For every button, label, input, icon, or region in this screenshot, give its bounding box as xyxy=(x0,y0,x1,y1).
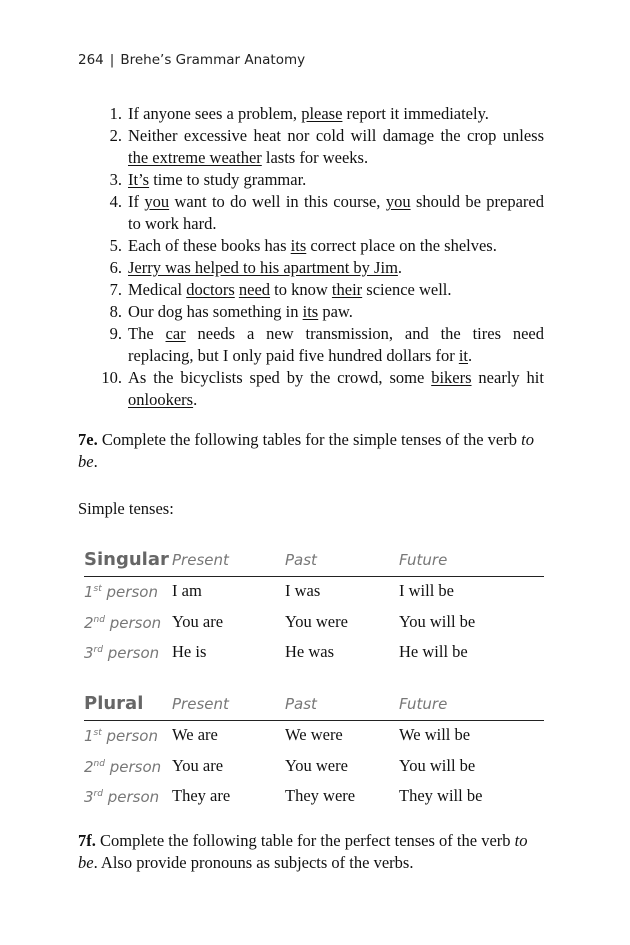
table-cell: I am xyxy=(172,581,202,600)
table-cell: We will be xyxy=(399,725,471,744)
sentence-number: 9. xyxy=(109,324,122,343)
table-cell: You were xyxy=(285,611,348,631)
table-title: Singular xyxy=(84,549,169,570)
exercise-7e-instructions xyxy=(78,429,544,473)
table-title: Plural xyxy=(84,693,144,714)
person-label: 1st person xyxy=(84,727,158,745)
simple-tenses-label: Simple tenses: xyxy=(78,499,174,518)
text-segment: time to study grammar. xyxy=(149,170,307,189)
underlined-word: Jerry was helped to his apartment by Jim xyxy=(128,258,398,277)
exercise-7e-label: 7e. xyxy=(78,430,98,449)
table-header-row xyxy=(84,693,544,721)
column-header: Future xyxy=(399,695,448,713)
exercise-7f-label: 7f. xyxy=(78,831,96,850)
text-segment: want to do well in this course, xyxy=(169,192,386,211)
underlined-word: you xyxy=(385,192,411,211)
underlined-word: need xyxy=(238,280,271,299)
exercise-7e-verb: to be xyxy=(78,430,534,471)
ordinal-suffix: rd xyxy=(93,789,103,799)
underlined-word: bikers xyxy=(431,368,472,387)
text-segment: . xyxy=(397,258,403,277)
sentence-text xyxy=(128,191,544,235)
text-segment: The xyxy=(128,324,166,343)
table-cell: You will be xyxy=(399,755,476,775)
table-cell: You are xyxy=(172,755,224,775)
sentence-number: 8. xyxy=(109,302,122,321)
sentence-item xyxy=(78,235,544,257)
sentence-text xyxy=(128,169,544,191)
text-segment: If anyone sees a problem, xyxy=(128,104,302,123)
plural-table xyxy=(84,693,544,813)
table-cell: You are xyxy=(172,611,224,631)
table-cell: I was xyxy=(285,581,321,600)
page-number: 264 xyxy=(78,52,104,68)
sentence-number: 3. xyxy=(109,170,122,189)
table-cell: They are xyxy=(172,786,231,805)
ordinal-suffix: st xyxy=(93,584,102,594)
singular-table xyxy=(84,549,544,669)
text-segment: As the bicyclists sped by the crowd, some xyxy=(128,368,432,387)
exercise-7f-end: . Also provide pronouns as subjects of the verbs. xyxy=(93,853,414,872)
text-segment: should be prepared to work hard. xyxy=(128,192,544,233)
underlined-word: it xyxy=(458,346,468,365)
sentence-item xyxy=(78,301,544,323)
text-segment: science well. xyxy=(362,280,452,299)
table-row xyxy=(84,577,544,608)
table-cell: I will be xyxy=(399,581,454,600)
column-header: Past xyxy=(285,695,317,713)
text-segment: Each of these books has xyxy=(128,236,291,255)
sentence-number: 5. xyxy=(109,236,122,255)
column-header: Present xyxy=(172,695,229,713)
text-segment: . xyxy=(468,346,473,365)
text-segment: lasts for weeks. xyxy=(261,148,369,167)
person-label: 2nd person xyxy=(84,757,162,776)
person-label: 3rd person xyxy=(84,644,160,662)
table-header-row xyxy=(84,549,544,577)
text-segment: paw. xyxy=(318,302,353,321)
underlined-word: their xyxy=(331,280,363,299)
person-label: 2nd person xyxy=(84,613,162,632)
text-segment: If xyxy=(128,192,145,211)
sentence-text xyxy=(128,301,544,323)
book-title: Brehe’s Grammar Anatomy xyxy=(120,52,306,68)
text-segment: Medical xyxy=(128,280,187,299)
sentence-number: 10. xyxy=(101,368,122,387)
sentence-text xyxy=(128,279,544,301)
person-label: 1st person xyxy=(84,583,158,601)
sentence-number: 7. xyxy=(109,280,122,299)
underlined-word: car xyxy=(165,324,186,343)
underlined-word: It’s xyxy=(128,170,150,189)
exercise-7e-end: . xyxy=(93,452,98,471)
sentence-item xyxy=(78,257,544,279)
sentence-number: 6. xyxy=(109,258,122,277)
sentence-number: 4. xyxy=(109,192,122,211)
table-cell: He was xyxy=(285,642,335,661)
text-segment: needs a new transmission, and the tires need replacing, but I only paid five hundred dollars for xyxy=(128,324,544,365)
underlined-word: its xyxy=(290,236,307,255)
table-cell: They were xyxy=(285,786,356,805)
running-header xyxy=(78,52,305,68)
ordinal-suffix: st xyxy=(93,728,102,738)
underlined-word: doctors xyxy=(186,280,235,299)
text-segment: to know xyxy=(270,280,332,299)
table-cell: He will be xyxy=(399,642,468,661)
text-segment: correct place on the shelves. xyxy=(306,236,497,255)
underlined-word: please xyxy=(301,104,343,123)
text-segment: nearly hit xyxy=(471,368,544,387)
table-row xyxy=(84,608,544,639)
exercise-7f-verb: to be xyxy=(78,831,528,872)
table-cell: We were xyxy=(285,725,343,744)
table-cell: You will be xyxy=(399,611,476,631)
sentence-text xyxy=(128,323,544,367)
table-cell: He is xyxy=(172,642,207,661)
header-separator: | xyxy=(109,52,115,68)
sentence-item xyxy=(78,103,544,125)
exercise-7f-text: Complete the following table for the perfect tenses of the verb xyxy=(95,831,515,850)
table-row xyxy=(84,721,544,752)
sentence-text xyxy=(128,125,544,169)
sentence-text xyxy=(128,103,544,125)
sentence-item xyxy=(78,191,544,235)
sentence-text xyxy=(128,235,544,257)
column-header: Future xyxy=(399,551,448,569)
underlined-word: the extreme weather xyxy=(128,148,262,167)
table-cell: We are xyxy=(172,725,218,744)
text-segment: Neither excessive heat nor cold will damage the crop unless xyxy=(128,126,544,145)
exercise-7f-instructions xyxy=(78,830,544,874)
column-header: Past xyxy=(285,551,317,569)
ordinal-suffix: nd xyxy=(93,758,105,769)
text-segment: report it immediately. xyxy=(342,104,489,123)
table-row xyxy=(84,752,544,783)
text-segment: . xyxy=(193,390,198,409)
sentence-number: 1. xyxy=(109,104,122,123)
table-cell: You were xyxy=(285,755,348,775)
table-cell: They will be xyxy=(399,786,483,805)
text-segment: Our dog has something in xyxy=(128,302,303,321)
table-row xyxy=(84,782,544,813)
sentence-item xyxy=(78,169,544,191)
sentence-item xyxy=(78,367,544,411)
sentence-item xyxy=(78,279,544,301)
table-row xyxy=(84,638,544,669)
sentence-list xyxy=(78,103,544,411)
sentence-text xyxy=(128,367,544,411)
column-header: Present xyxy=(172,551,229,569)
ordinal-suffix: rd xyxy=(93,645,103,655)
person-label: 3rd person xyxy=(84,788,160,806)
underlined-word: onlookers xyxy=(128,390,194,409)
underlined-word: its xyxy=(302,302,319,321)
underlined-word: you xyxy=(144,192,170,211)
exercise-7e-text: Complete the following tables for the simple tenses of the verb xyxy=(97,430,522,449)
sentence-text xyxy=(128,257,544,279)
sentence-item xyxy=(78,125,544,169)
sentence-item xyxy=(78,323,544,367)
ordinal-suffix: nd xyxy=(93,614,105,625)
sentence-number: 2. xyxy=(109,126,122,145)
